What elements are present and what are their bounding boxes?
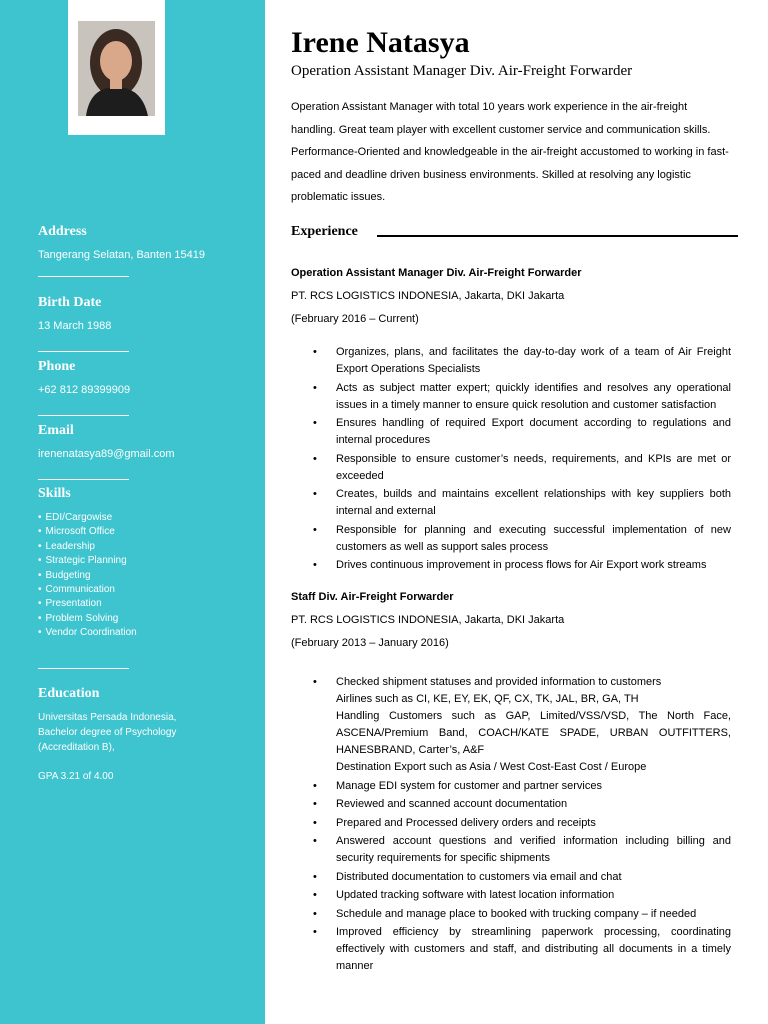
email-value: irenenatasya89@gmail.com (38, 448, 175, 460)
skill-item: • Presentation (38, 597, 238, 611)
job-responsibilities (291, 344, 731, 576)
skills-heading: Skills (38, 486, 71, 501)
birth-date-heading: Birth Date (38, 295, 102, 310)
divider (38, 276, 129, 277)
list-item: • Responsible to ensure customer’s needs, requirements, and KPIs are met or exceeded (291, 451, 731, 485)
candidate-name: Irene Natasya (291, 26, 470, 59)
education-accreditation: (Accreditation B), (38, 742, 115, 753)
skill-item: • Leadership (38, 540, 238, 554)
list-item: • Schedule and manage place to booked with trucking company – if needed (291, 906, 731, 923)
education-details (38, 710, 238, 755)
email-heading: Email (38, 423, 74, 438)
divider (38, 479, 129, 480)
skill-item: • Communication (38, 583, 238, 597)
address-heading: Address (38, 224, 87, 239)
experience-divider (377, 235, 738, 237)
list-item: • Organizes, plans, and facilitates the day-to-day work of a team of Air Freight Export Operations Specialists (291, 344, 731, 378)
bullet-customers: Handling Customers such as GAP, Limited/VSS/VSD, The North Face, ASCENA/Premium Band, COACH/KATE SPADE, URBAN OUTFITTERS, HANESBRAND, Carter’s, A&F (336, 710, 731, 756)
list-item: • Answered account questions and verified information including billing and security requirements for specific shipments (291, 833, 731, 867)
profile-photo (78, 21, 155, 116)
email-section (38, 423, 238, 462)
list-item: • Responsible for planning and executing successful implementation of new customers as well as support sales process (291, 522, 731, 556)
skill-item: • Vendor Coordination (38, 626, 238, 640)
list-item: • Distributed documentation to customers via email and chat (291, 869, 731, 886)
phone-value: +62 812 89399909 (38, 384, 131, 396)
list-item: • Ensures handling of required Export document according to regulations and internal procedures (291, 415, 731, 449)
education-gpa: GPA 3.21 of 4.00 (38, 771, 114, 782)
job-responsibilities (291, 674, 731, 977)
job-period: (February 2016 – Current) (291, 313, 419, 325)
divider (38, 415, 129, 416)
list-item (291, 674, 731, 776)
list-item: • Drives continuous improvement in process flows for Air Export work streams (291, 557, 731, 574)
list-item: • Improved efficiency by streamlining paperwork processing, coordinating effectively with customers and staff, and distributing all documents in a timely manner (291, 924, 731, 975)
phone-section (38, 359, 238, 398)
bullet-main: • Checked shipment statuses and provided information to customers (336, 676, 662, 688)
list-item: • Manage EDI system for customer and partner services (291, 778, 731, 795)
divider (38, 668, 129, 669)
candidate-title: Operation Assistant Manager Div. Air-Freight Forwarder (291, 63, 633, 79)
skill-item: • Microsoft Office (38, 525, 238, 539)
job-period: (February 2013 – January 2016) (291, 637, 449, 649)
list-item: • Prepared and Processed delivery orders and receipts (291, 815, 731, 832)
skills-section (38, 486, 238, 641)
job-company: PT. RCS LOGISTICS INDONESIA, Jakarta, DKI Jakarta (291, 290, 565, 302)
job-title: Operation Assistant Manager Div. Air-Freight Forwarder (291, 267, 582, 279)
address-section (38, 224, 238, 263)
bullet-destination: Destination Export such as Asia / West Cost-East Cost / Europe (336, 761, 647, 773)
sidebar (0, 0, 265, 1024)
list-item: • Reviewed and scanned account documentation (291, 796, 731, 813)
job-title: Staff Div. Air-Freight Forwarder (291, 591, 454, 603)
profile-summary: Operation Assistant Manager with total 10 years work experience in the air-freight handling. Great team player with excellent customer service and communication skills. Performance-Oriented and knowledgeable in the air-freight accustomed to working in fast-paced and deadline driven business environments. Skilled at resolving any logistic problematic issues. (291, 101, 729, 203)
education-school: Universitas Persada Indonesia, (38, 712, 177, 723)
birth-date-section (38, 295, 238, 334)
skill-item: • EDI/Cargowise (38, 511, 238, 525)
birth-date-value: 13 March 1988 (38, 320, 112, 332)
education-section (38, 686, 238, 782)
phone-heading: Phone (38, 359, 76, 374)
education-degree: Bachelor degree of Psychology (38, 727, 177, 738)
list-item: • Acts as subject matter expert; quickly identifies and resolves any operational issues in a timely manner to ensure quick resolution and customer satisfaction (291, 380, 731, 414)
address-value: Tangerang Selatan, Banten 15419 (38, 249, 205, 261)
profile-photo-frame (68, 0, 165, 135)
skill-item: • Strategic Planning (38, 554, 238, 568)
skills-list (38, 511, 238, 641)
list-item: • Updated tracking software with latest location information (291, 887, 731, 904)
job-company: PT. RCS LOGISTICS INDONESIA, Jakarta, DKI Jakarta (291, 614, 565, 626)
list-item: • Creates, builds and maintains excellent relationships with key suppliers both internal and external (291, 486, 731, 520)
divider (38, 351, 129, 352)
bullet-airlines: Airlines such as CI, KE, EY, EK, QF, CX, TK, JAL, BR, GA, TH (336, 693, 639, 705)
skill-item: • Problem Solving (38, 612, 238, 626)
education-heading: Education (38, 686, 100, 701)
portrait-image (78, 21, 155, 116)
skill-item: • Budgeting (38, 569, 238, 583)
experience-heading: Experience (291, 224, 358, 239)
